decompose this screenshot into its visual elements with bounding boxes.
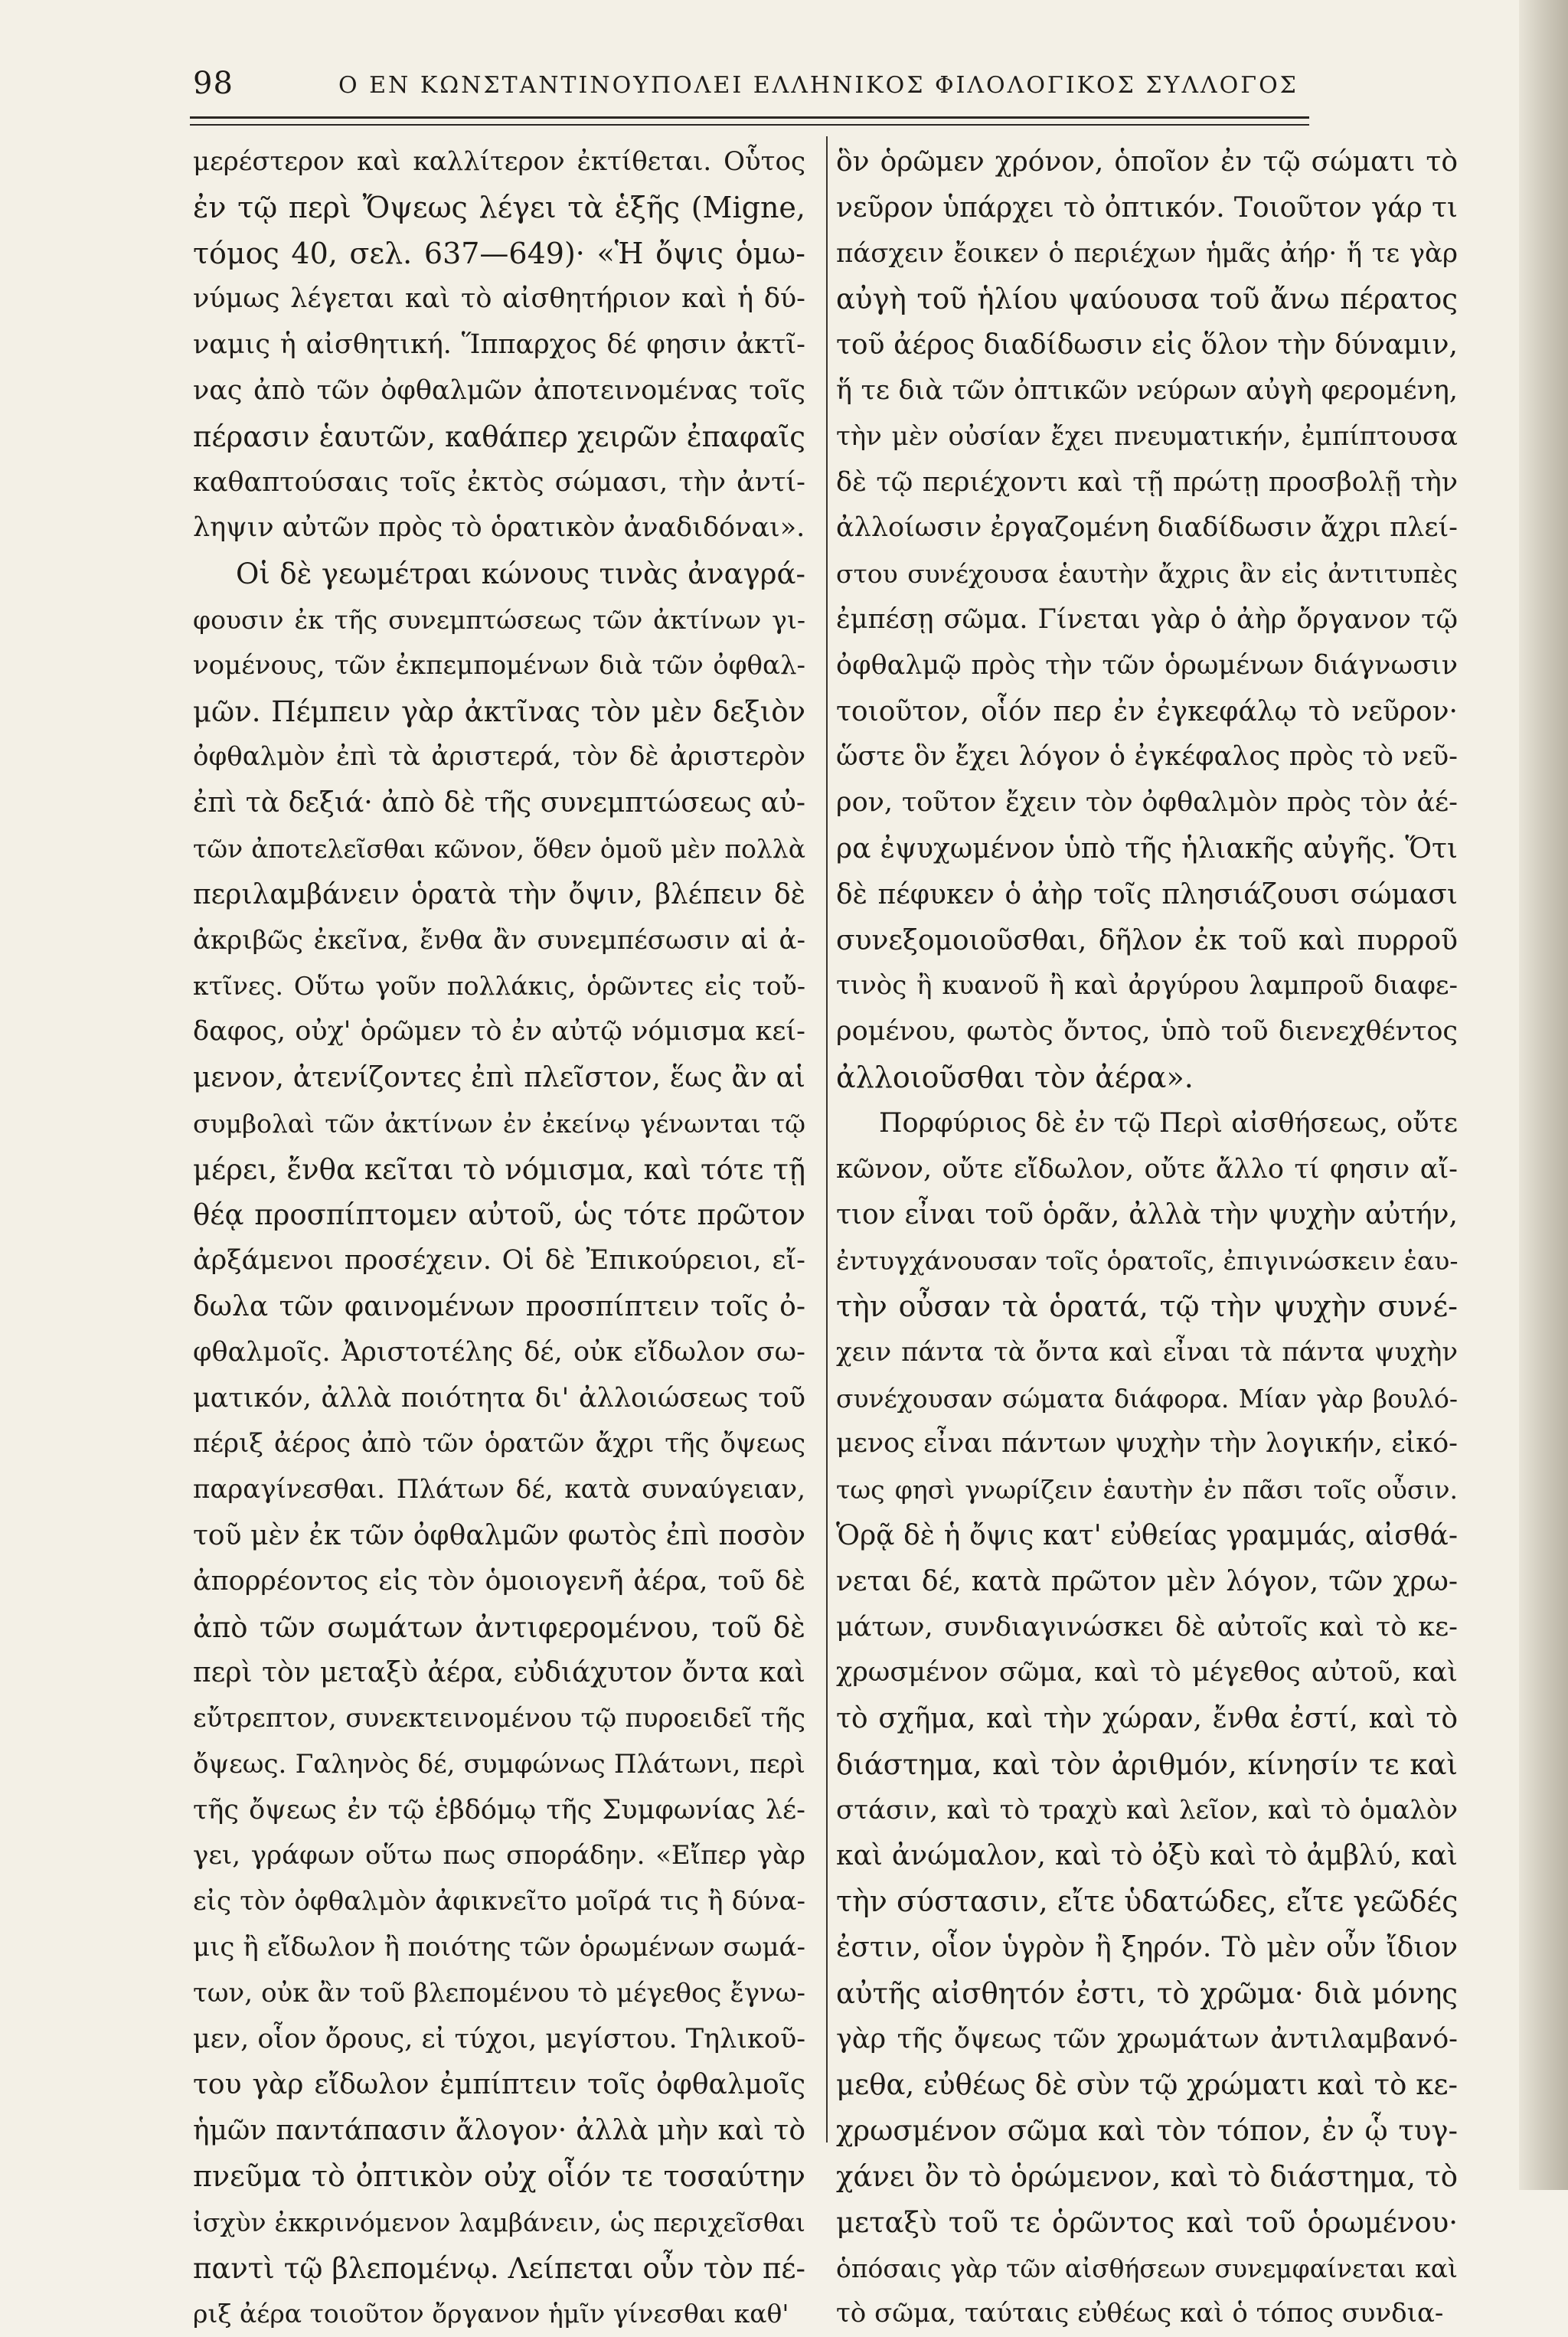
text-line: ἀπορρέοντος εἰς τὸν ὁμοιογενῆ ἀέρα, τοῦ δὲ (193, 1565, 805, 1597)
text-line: τῆς ὄψεως ἐν τῷ ἑβδόμῳ τῆς Συμφωνίας λέ- (193, 1794, 805, 1825)
text-line: ἀλλοίωσιν ἐργαζομένη διαδίδωσιν ἄχρι πλεί- (836, 512, 1458, 544)
left-column (193, 139, 805, 2337)
page-header (193, 66, 1311, 112)
text-line: καὶ ἀνώμαλον, καὶ τὸ ὀξὺ καὶ τὸ ἀμβλύ, καὶ (836, 1840, 1458, 1872)
text-line: χειν πάντα τὰ ὄντα καὶ εἶναι τὰ πάντα ψυχὴν (836, 1336, 1458, 1368)
text-line: ἀλλοιοῦσθαι τὸν ἀέρα». (836, 1060, 1194, 1094)
text-line: δὲ πέφυκεν ὁ ἀὴρ τοῖς πλησιάζουσι σώμασι (836, 878, 1458, 910)
text-line: φθαλμοῖς. Ἀριστοτέλης δέ, οὐκ εἴδωλον σω- (193, 1336, 805, 1368)
text-line: μέρει, ἔνθα κεῖται τὸ νόμισμα, καὶ τότε τῇ (193, 1152, 805, 1186)
text-line: στάσιν, καὶ τὸ τραχὺ καὶ λεῖον, καὶ τὸ ὁμαλὸν (836, 1794, 1458, 1825)
text-line: μῶν. Πέμπειν γὰρ ἀκτῖνας τὸν μὲν δεξιὸν (193, 695, 805, 728)
text-line: χρωσμένον σῶμα καὶ τὸν τόπον, ἐν ᾧ τυγ- (836, 2114, 1458, 2148)
text-line: τως φησὶ γνωρίζειν ἑαυτὴν ἐν πᾶσι τοῖς οὖσιν. (836, 1475, 1458, 1505)
text-line: ὀφθαλμῷ πρὸς τὴν τῶν ὁρωμένων διάγνωσιν (836, 649, 1458, 681)
text-line: Οἱ δὲ γεωμέτραι κώνους τινὰς ἀναγρά- (236, 557, 805, 591)
text-line: τὸ σῶμα, ταύταις εὐθέως καὶ ὁ τόπος συνδια- (836, 2298, 1444, 2329)
text-line: κῶνον, οὔτε εἴδωλον, οὔτε ἄλλο τί φησιν αἴ- (836, 1153, 1458, 1185)
text-line: πέριξ ἀέρος ἀπὸ τῶν ὁρατῶν ἄχρι τῆς ὄψεως (193, 1428, 805, 1459)
text-line: ἐν τῷ περὶ Ὄψεως λέγει τὰ ἑξῆς (Migne, (193, 190, 805, 224)
text-line: κτῖνες. Οὕτω γοῦν πολλάκις, ὁρῶντες εἰς τοὔ- (193, 971, 805, 1002)
text-line: Ὁρᾷ δὲ ἡ ὄψις κατ' εὐθείας γραμμάς, αἰσθά- (836, 1519, 1458, 1551)
text-line: εὔτρεπτον, συνεκτεινομένου τῷ πυροειδεῖ τῆς (193, 1703, 805, 1734)
text-line: τόμος 40, σελ. 637—649)· «Ἡ ὄψις ὁμω- (193, 236, 805, 270)
text-line: τὴν οὖσαν τὰ ὁρατά, τῷ τὴν ψυχὴν συνέ- (836, 1289, 1458, 1323)
text-line: τὸ σχῆμα, καὶ τὴν χώραν, ἔνθα ἐστί, καὶ τὸ (836, 1703, 1458, 1735)
text-line: ἀπὸ τῶν σωμάτων ἀντιφερομένου, τοῦ δὲ (193, 1610, 805, 1644)
text-line: ἰσχὺν ἐκκρινόμενον λαμβάνειν, ὡς περιχεῖσθαι (193, 2207, 805, 2237)
text-line: ἀκριβῶς ἐκεῖνα, ἔνθα ἂν συνεμπέσωσιν αἱ ἀ- (193, 924, 805, 956)
text-line: εἰς τὸν ὀφθαλμὸν ἀφικνεῖτο μοῖρά τις ἢ δύνα- (193, 1886, 805, 1917)
text-line: δαφος, οὐχ' ὁρῶμεν τὸ ἐν αὐτῷ νόμισμα κεί- (193, 1016, 805, 1048)
text-line: ἐμπέσῃ σῶμα. Γίνεται γὰρ ὁ ἀὴρ ὄργανον τῷ (836, 603, 1458, 635)
text-line: ὀφθαλμὸν ἐπὶ τὰ ἀριστερά, τὸν δὲ ἀριστερὸν (193, 741, 805, 773)
text-line: ὥστε ὃν ἔχει λόγον ὁ ἐγκέφαλος πρὸς τὸ νεῦ- (836, 741, 1458, 773)
text-line: τινὸς ἢ κυανοῦ ἢ καὶ ἀργύρου λαμπροῦ διαφε- (836, 970, 1458, 1002)
text-line: μις ἢ εἴδωλον ἢ ποιότης τῶν ὁρωμένων σωμά- (193, 1932, 805, 1963)
text-line: ληψιν αὐτῶν πρὸς τὸ ὁρατικὸν ἀναδιδόναι». (193, 512, 805, 544)
text-line: μενος εἶναι πάντων ψυχὴν τὴν λογικήν, εἰκό- (836, 1428, 1458, 1459)
text-line: μεθα, εὐθέως δὲ σὺν τῷ χρώματι καὶ τὸ κε- (836, 2068, 1458, 2102)
text-line: στου συνέχουσα ἑαυτὴν ἄχρις ἂν εἰς ἀντιτυπὲς (836, 559, 1458, 590)
text-line: τοῦ ἀέρος διαδίδωσιν εἰς ὅλον τὴν δύναμιν, (836, 329, 1458, 361)
text-line: πέρασιν ἑαυτῶν, καθάπερ χειρῶν ἐπαφαῖς (193, 420, 805, 453)
text-line: ρον, τοῦτον ἔχειν τὸν ὀφθαλμὸν πρὸς τὸν ἀέ- (836, 787, 1458, 819)
text-line: καθαπτούσαις τοῖς ἐκτὸς σώμασι, τὴν ἀντί- (193, 466, 805, 498)
text-line: μάτων, συνδιαγινώσκει δὲ αὐτοῖς καὶ τὸ κε- (836, 1611, 1458, 1642)
text-line: ἀρξάμενοι προσέχειν. Οἱ δὲ Ἐπικούρειοι, εἴ- (193, 1245, 805, 1276)
text-line: τῶν ἀποτελεῖσθαι κῶνον, ὅθεν ὁμοῦ μὲν πολλὰ (193, 833, 805, 864)
text-line: μερέστερον καὶ καλλίτερον ἐκτίθεται. Οὗτος (193, 146, 805, 177)
text-line: ἐστιν, οἷον ὑγρὸν ἢ ξηρόν. Τὸ μὲν οὖν ἴδιον (836, 1932, 1458, 1964)
text-line: τὴν μὲν οὐσίαν ἔχει πνευματικήν, ἐμπίπτουσα (836, 420, 1458, 452)
text-line: ματικόν, ἀλλὰ ποιότητα δι' ἀλλοιώσεως τοῦ (193, 1382, 805, 1414)
text-line: τὴν σύστασιν, εἴτε ὑδατώδες, εἴτε γεῶδές (836, 1884, 1459, 1919)
text-line: ριξ ἀέρα τοιοῦτον ὄργανον ἡμῖν γίνεσθαι καθ' (193, 2299, 789, 2329)
text-line: παντὶ τῷ βλεπομένῳ. Λείπεται οὖν τὸν πέ- (193, 2251, 805, 2285)
page-gutter-shadow (1519, 0, 1568, 2190)
text-line: συμβολαὶ τῶν ἀκτίνων ἐν ἐκείνῳ γένωνται τῷ (193, 1108, 805, 1139)
text-line: παραγίνεσθαι. Πλάτων δέ, κατὰ συναύγειαν, (193, 1474, 805, 1505)
text-line: του γὰρ εἴδωλον ἐμπίπτειν τοῖς ὀφθαλμοῖς (193, 2069, 805, 2101)
text-line: γει, γράφων οὕτω πως σποράδην. «Εἴπερ γὰρ (193, 1840, 805, 1871)
text-line: μεταξὺ τοῦ τε ὁρῶντος καὶ τοῦ ὁρωμένου· (836, 2205, 1458, 2239)
text-line: περὶ τὸν μεταξὺ ἀέρα, εὐδιάχυτον ὄντα καὶ (193, 1657, 805, 1689)
text-line: χρωσμένον σῶμα, καὶ τὸ μέγεθος αὐτοῦ, καὶ (836, 1657, 1458, 1688)
text-line: αὐτῆς αἰσθητόν ἐστι, τὸ χρῶμα· διὰ μόνης (836, 1976, 1458, 2010)
text-line: συνέχουσαν σώματα διάφορα. Μίαν γὰρ βουλό- (836, 1383, 1458, 1414)
text-line: νύμως λέγεται καὶ τὸ αἰσθητήριον καὶ ἡ δύ- (193, 283, 805, 315)
text-line: ἡμῶν παντάπασιν ἄλογον· ἀλλὰ μὴν καὶ τὸ (193, 2115, 805, 2147)
text-line: μεν, οἷον ὄρους, εἰ τύχοι, μεγίστου. Τηλικοῦ- (193, 2023, 806, 2054)
text-line: πάσχειν ἔοικεν ὁ περιέχων ἡμᾶς ἀήρ· ἥ τε γὰρ (836, 237, 1458, 269)
text-line: Πορφύριος δὲ ἐν τῷ Περὶ αἰσθήσεως, οὔτε (879, 1107, 1458, 1139)
text-line: αὐγὴ τοῦ ἡλίου ψαύουσα τοῦ ἄνω πέρατος (836, 283, 1458, 316)
column-divider (826, 136, 828, 2143)
text-line: τιον εἶναι τοῦ ὁρᾶν, ἀλλὰ τὴν ψυχὴν αὐτήν, (836, 1199, 1458, 1231)
text-line: των, οὐκ ἂν τοῦ βλεπομένου τὸ μέγεθος ἔγνω- (193, 1977, 805, 2009)
text-line: πνεῦμα τὸ ὀπτικὸν οὐχ οἷόν τε τοσαύτην (193, 2159, 805, 2194)
text-line: γὰρ τῆς ὄψεως τῶν χρωμάτων ἀντιλαμβανό- (836, 2023, 1458, 2054)
text-line: νας ἀπὸ τῶν ὀφθαλμῶν ἀποτεινομένας τοῖς (193, 374, 805, 406)
header-rule-thin (190, 124, 1309, 126)
text-line: διάστημα, καὶ τὸν ἀριθμόν, κίνησίν τε καὶ (836, 1747, 1458, 1781)
text-line: δὲ τῷ περιέχοντι καὶ τῇ πρώτῃ προσβολῇ τὴν (836, 466, 1458, 498)
text-line: ρα ἐψυχωμένον ὑπὸ τῆς ἡλιακῆς αὐγῆς. Ὅτι (836, 832, 1458, 865)
text-line: μενον, ἀτενίζοντες ἐπὶ πλεῖστον, ἕως ἂν αἱ (193, 1061, 805, 1093)
text-line: τοῦ μὲν ἐκ τῶν ὀφθαλμῶν φωτὸς ἐπὶ ποσὸν (193, 1519, 805, 1551)
text-line: ἐντυγχάνουσαν τοῖς ὁρατοῖς, ἐπιγινώσκειν ἑαυ- (836, 1246, 1459, 1276)
text-line: ἥ τε διὰ τῶν ὀπτικῶν νεύρων αὐγὴ φερομένη, (836, 374, 1458, 406)
text-line: ἐπὶ τὰ δεξιά· ἀπὸ δὲ τῆς συνεμπτώσεως αὐ- (193, 787, 805, 819)
header-rule-thick (190, 116, 1309, 119)
text-line: τοιοῦτον, οἷόν περ ἐν ἐγκεφάλῳ τὸ νεῦρον· (836, 695, 1458, 727)
text-line: χάνει ὂν τὸ ὁρώμενον, καὶ τὸ διάστημα, τὸ (836, 2160, 1458, 2194)
text-line: θέᾳ προσπίπτομεν αὐτοῦ, ὡς τότε πρῶτον (193, 1198, 805, 1232)
page-number: 98 (193, 66, 234, 101)
running-head: Ο ΕΝ ΚΩΝΣΤΑΝΤΙΝΟΥΠΟΛΕΙ ΕΛΛΗΝΙΚΟΣ ΦΙΛΟΛΟΓΙΚΟΣ ΣΥΛΛΟΓΟΣ (338, 72, 1298, 99)
text-line: νεται δέ, κατὰ πρῶτον μὲν λόγον, τῶν χρω- (836, 1565, 1458, 1597)
right-column (836, 139, 1458, 2337)
text-line: νομένους, τῶν ἐκπεμπομένων διὰ τῶν ὀφθαλ- (193, 649, 805, 681)
text-line: περιλαμβάνειν ὁρατὰ τὴν ὄψιν, βλέπειν δὲ (193, 878, 805, 910)
text-line: ὃν ὁρῶμεν χρόνον, ὁποῖον ἐν τῷ σώματι τὸ (836, 146, 1458, 178)
text-line: νεῦρον ὑπάρχει τὸ ὀπτικόν. Τοιοῦτον γάρ τι (836, 191, 1458, 224)
text-line: ρομένου, φωτὸς ὄντος, ὑπὸ τοῦ διενεχθέντος (836, 1016, 1458, 1048)
text-line: ναμις ἡ αἰσθητική. Ἵππαρχος δέ φησιν ἀκτῖ- (193, 329, 805, 361)
text-line: φουσιν ἐκ τῆς συνεμπτώσεως τῶν ἀκτίνων γι- (193, 604, 805, 635)
text-line: ὄψεως. Γαληνὸς δέ, συμφώνως Πλάτωνι, περὶ (193, 1748, 805, 1780)
text-line: δωλα τῶν φαινομένων προσπίπτειν τοῖς ὀ- (193, 1290, 805, 1322)
text-line: ὁπόσαις γὰρ τῶν αἰσθήσεων συνεμφαίνεται καὶ (836, 2253, 1458, 2283)
text-line: συνεξομοιοῦσθαι, δῆλον ἐκ τοῦ καὶ πυρροῦ (836, 924, 1458, 956)
